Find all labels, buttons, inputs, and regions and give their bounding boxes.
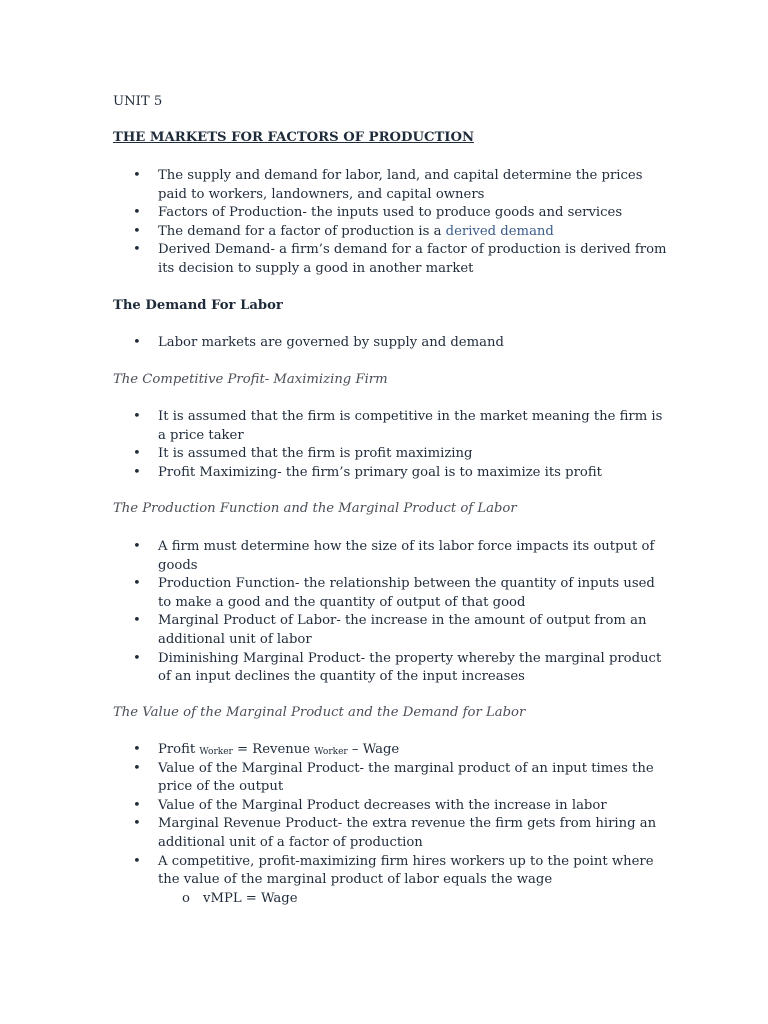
- bullet-text: Marginal Revenue Product- the extra revenue the firm gets from hiring an additional unit of a factor of production: [158, 816, 657, 850]
- bullet-icon: •: [133, 760, 141, 776]
- bullet-icon: •: [133, 409, 141, 424]
- bullet-icon: •: [133, 650, 141, 666]
- list-item: [0, 204, 768, 223]
- value-bullet-list: [0, 741, 768, 908]
- bullet-icon: •: [133, 742, 141, 757]
- bullet-text: Value of the Marginal Product- the marginal product of an input times the price of the output: [158, 760, 654, 795]
- bullet-icon: •: [133, 539, 141, 554]
- bullet-icon: •: [133, 576, 141, 592]
- list-item: [0, 241, 768, 278]
- document-title: THE MARKETS FOR FACTORS OF PRODUCTION: [113, 130, 475, 145]
- circle-bullet-icon: o: [182, 890, 190, 906]
- formula-wage: – Wage: [347, 742, 400, 757]
- bullet-icon: •: [133, 205, 141, 221]
- bullet-text: It is assumed that the firm is competitive in the market meaning the firm is a price taker: [158, 409, 663, 443]
- list-item: [0, 612, 768, 649]
- bullet-text: Derived Demand- a firm’s demand for a factor of production is derived from its decision to supply a good in another market: [158, 242, 667, 276]
- derived-demand-link[interactable]: derived demand: [445, 223, 554, 239]
- bullet-icon: •: [133, 797, 141, 813]
- list-item: [0, 408, 768, 445]
- list-item: [0, 575, 768, 612]
- unit-label: UNIT 5: [113, 94, 163, 109]
- list-item: [0, 334, 768, 353]
- bullet-text: Profit Maximizing- the firm’s primary goal is to maximize its profit: [158, 464, 602, 480]
- list-item: [0, 760, 768, 797]
- demand-heading: The Demand For Labor: [113, 298, 283, 313]
- bullet-text: Value of the Marginal Product decreases with the increase in labor: [158, 797, 607, 813]
- bullet-icon: •: [133, 223, 141, 239]
- formula-subscript: Worker: [314, 747, 348, 757]
- intro-bullet-list: [0, 167, 768, 279]
- bullet-text: Diminishing Marginal Product- the property whereby the marginal product of an input declines the quantity of the input increases: [158, 650, 662, 685]
- list-item: [0, 815, 768, 852]
- list-item: [0, 650, 768, 687]
- bullet-icon: •: [133, 242, 141, 258]
- bullet-icon: •: [133, 816, 141, 832]
- bullet-icon: •: [133, 613, 141, 629]
- production-heading: The Production Function and the Marginal Product of Labor: [113, 501, 517, 516]
- formula-profit: Profit: [158, 742, 200, 757]
- value-heading: The Value of the Marginal Product and the Demand for Labor: [113, 705, 526, 720]
- bullet-text: The supply and demand for labor, land, and capital determine the prices paid to workers, landowners, and capital owners: [158, 168, 643, 202]
- bullet-text: Marginal Product of Labor- the increase in the amount of output from an additional unit of labor: [158, 613, 647, 647]
- list-item: [0, 538, 768, 575]
- list-item: [0, 853, 768, 909]
- list-item: [0, 223, 768, 242]
- bullet-icon: •: [133, 853, 141, 869]
- formula-revenue: = Revenue: [232, 742, 315, 757]
- bullet-text: It is assumed that the firm is profit maximizing: [158, 446, 473, 462]
- profit-formula: [158, 742, 399, 757]
- sub-list-item: [158, 890, 668, 909]
- sub-bullet-text: vMPL = Wage: [203, 890, 298, 906]
- formula-subscript: Worker: [199, 747, 233, 757]
- bullet-text: Factors of Production- the inputs used to produce goods and services: [158, 205, 623, 221]
- demand-bullet-list: [0, 334, 768, 353]
- list-item: [0, 797, 768, 816]
- sub-bullet-list: [158, 890, 668, 909]
- list-item: [0, 445, 768, 464]
- bullet-text: The demand for a factor of production is a: [158, 223, 446, 239]
- competitive-bullet-list: [0, 408, 768, 482]
- bullet-icon: •: [133, 446, 141, 462]
- competitive-heading: The Competitive Profit- Maximizing Firm: [113, 372, 388, 387]
- bullet-icon: •: [133, 168, 141, 183]
- bullet-icon: •: [133, 335, 141, 350]
- list-item: [0, 167, 768, 204]
- bullet-text: Production Function- the relationship between the quantity of inputs used to make a good and the quantity of output of that good: [158, 576, 655, 610]
- bullet-text: A firm must determine how the size of its labor force impacts its output of goods: [158, 539, 655, 573]
- list-item: [0, 464, 768, 483]
- bullet-text: A competitive, profit-maximizing firm hires workers up to the point where the value of the marginal product of labor equals the wage: [158, 853, 654, 888]
- list-item: [0, 741, 768, 760]
- bullet-text: Labor markets are governed by supply and demand: [158, 335, 504, 350]
- bullet-icon: •: [133, 464, 141, 480]
- production-bullet-list: [0, 538, 768, 687]
